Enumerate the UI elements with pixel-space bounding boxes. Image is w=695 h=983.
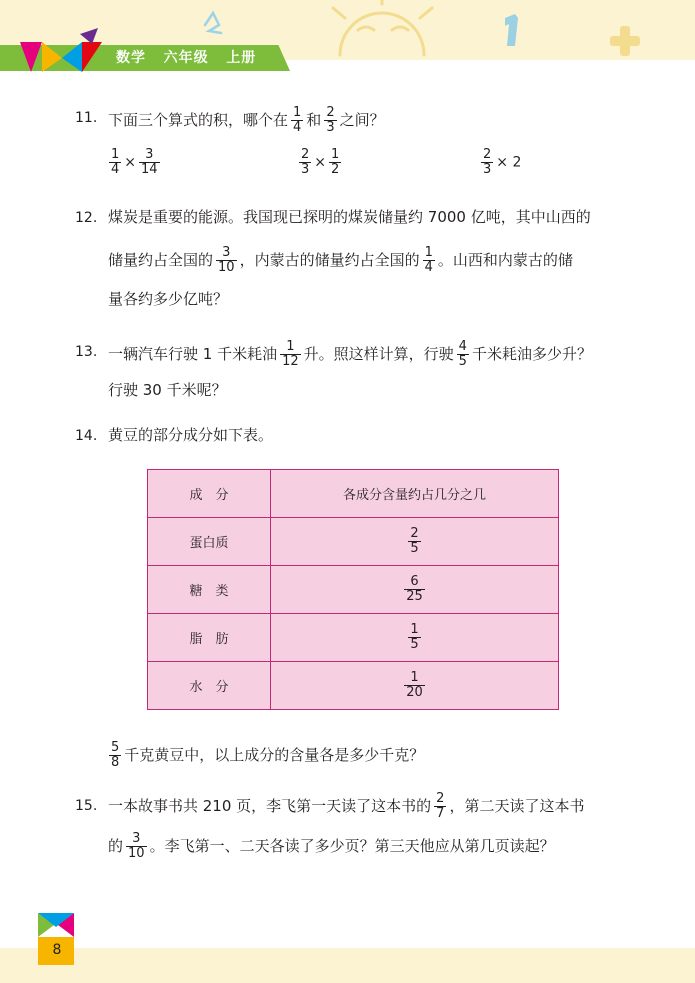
fraction-cell <box>271 518 559 566</box>
question-number: 14. <box>75 428 98 444</box>
fraction <box>280 340 301 369</box>
page-number: 8 <box>52 942 62 958</box>
numerator: 2 <box>301 147 310 162</box>
question-12-line-3: 量各约多少亿吨？ <box>108 290 229 308</box>
fraction <box>329 148 341 177</box>
text-segment: 升。照这样计算，行驶 <box>303 345 454 363</box>
table-row <box>148 566 559 614</box>
denominator: 14 <box>141 162 158 177</box>
text-segment: ，内蒙古的储量约占全国的 <box>239 251 420 269</box>
fraction <box>216 246 237 275</box>
table-header-row <box>148 470 559 518</box>
star-icon <box>205 13 221 33</box>
composition-table <box>147 469 559 710</box>
question-number: 13. <box>75 344 98 360</box>
table-row <box>148 518 559 566</box>
fraction <box>291 106 303 135</box>
fraction <box>139 148 160 177</box>
numerator: 1 <box>331 147 340 162</box>
question-12-line-2 <box>108 246 573 275</box>
fraction <box>408 623 420 652</box>
question-14-intro: 黄豆的部分成分如下表。 <box>108 426 274 444</box>
fraction-cell <box>271 614 559 662</box>
component-name: 糖 类 <box>148 566 271 614</box>
fraction <box>109 741 121 770</box>
question-number: 12. <box>75 210 98 226</box>
numerator: 1 <box>424 245 433 260</box>
question-15-line-2 <box>108 832 555 861</box>
text-segment: 一辆汽车行驶 1 千米耗油 <box>108 345 278 363</box>
question-11-text <box>108 106 385 135</box>
fraction <box>434 792 446 821</box>
fraction <box>481 148 493 177</box>
expression-option-b <box>296 148 344 177</box>
fraction <box>404 575 425 604</box>
denominator: 8 <box>111 755 120 770</box>
denominator: 5 <box>410 541 419 556</box>
operator: × <box>124 154 137 171</box>
question-14-follow-up <box>106 741 424 770</box>
header-title: 数学 六年级 上册 <box>116 50 257 66</box>
denominator: 5 <box>410 637 419 652</box>
plus-icon <box>610 26 640 56</box>
denominator: 3 <box>301 162 310 177</box>
numerator: 4 <box>458 339 467 354</box>
numerator: 3 <box>145 147 154 162</box>
component-name: 水 分 <box>148 662 271 710</box>
denominator: 3 <box>483 162 492 177</box>
question-15-line-1 <box>108 792 584 821</box>
denominator: 4 <box>424 260 433 275</box>
fraction <box>457 340 469 369</box>
denominator: 3 <box>326 120 335 135</box>
numerator: 2 <box>410 526 419 541</box>
denominator: 12 <box>282 354 299 369</box>
denominator: 4 <box>293 120 302 135</box>
fraction <box>408 527 420 556</box>
sun-icon <box>333 0 432 55</box>
fraction <box>324 106 336 135</box>
text-segment: 千克黄豆中，以上成分的含量各是多少千克？ <box>124 746 425 764</box>
tangram-logo-icon <box>20 28 104 74</box>
numerator: 6 <box>410 574 419 589</box>
table-row <box>148 614 559 662</box>
numerator: 1 <box>111 147 120 162</box>
component-name: 脂 肪 <box>148 614 271 662</box>
text-segment: 一本故事书共 210 页，李飞第一天读了这本书的 <box>108 797 432 815</box>
denominator: 2 <box>331 162 340 177</box>
column-header: 各成分含量约占几分之几 <box>271 470 559 518</box>
numerator: 1 <box>410 622 419 637</box>
question-number: 11. <box>75 110 98 126</box>
numerator: 2 <box>326 105 335 120</box>
text-segment: 下面三个算式的积，哪个在 <box>108 111 289 129</box>
denominator: 4 <box>111 162 120 177</box>
operator: × 2 <box>496 154 522 171</box>
digit-one-icon <box>505 14 518 46</box>
footer-band <box>0 948 695 983</box>
numerator: 1 <box>293 105 302 120</box>
question-13-line-1 <box>108 340 592 369</box>
table-row <box>148 662 559 710</box>
numerator: 3 <box>132 831 141 846</box>
numerator: 3 <box>222 245 231 260</box>
expression-option-a <box>106 148 163 177</box>
text-segment: 的 <box>108 837 124 855</box>
expression-option-c <box>478 148 521 177</box>
numerator: 2 <box>483 147 492 162</box>
fraction <box>423 246 435 275</box>
numerator: 2 <box>436 791 445 806</box>
denominator: 7 <box>436 806 445 821</box>
text-segment: 。李飞第一、二天各读了多少页？第三天他应从第几页读起？ <box>149 837 555 855</box>
fraction <box>404 671 425 700</box>
denominator: 10 <box>218 260 235 275</box>
fraction <box>299 148 311 177</box>
column-header: 成 分 <box>148 470 271 518</box>
fraction <box>126 832 147 861</box>
numerator: 1 <box>286 339 295 354</box>
denominator: 5 <box>458 354 467 369</box>
text-segment: 和 <box>306 111 322 129</box>
text-segment: ，第二天读了这本书 <box>449 797 585 815</box>
text-segment: 储量约占全国的 <box>108 251 214 269</box>
fraction-cell <box>271 566 559 614</box>
numerator: 5 <box>111 740 120 755</box>
denominator: 10 <box>128 846 145 861</box>
denominator: 25 <box>406 589 423 604</box>
question-12-line-1: 煤炭是重要的能源。我国现已探明的煤炭储量约 7000 亿吨，其中山西的 <box>108 208 591 226</box>
numerator: 1 <box>410 670 419 685</box>
component-name: 蛋白质 <box>148 518 271 566</box>
text-segment: 之间？ <box>339 111 385 129</box>
fraction <box>109 148 121 177</box>
question-number: 15. <box>75 798 98 814</box>
text-segment: 千米耗油多少升？ <box>471 345 592 363</box>
operator: × <box>314 154 327 171</box>
denominator: 20 <box>406 685 423 700</box>
text-segment: 。山西和内蒙古的储 <box>437 251 573 269</box>
question-13-line-2: 行驶 30 千米呢？ <box>108 381 227 399</box>
fraction-cell <box>271 662 559 710</box>
